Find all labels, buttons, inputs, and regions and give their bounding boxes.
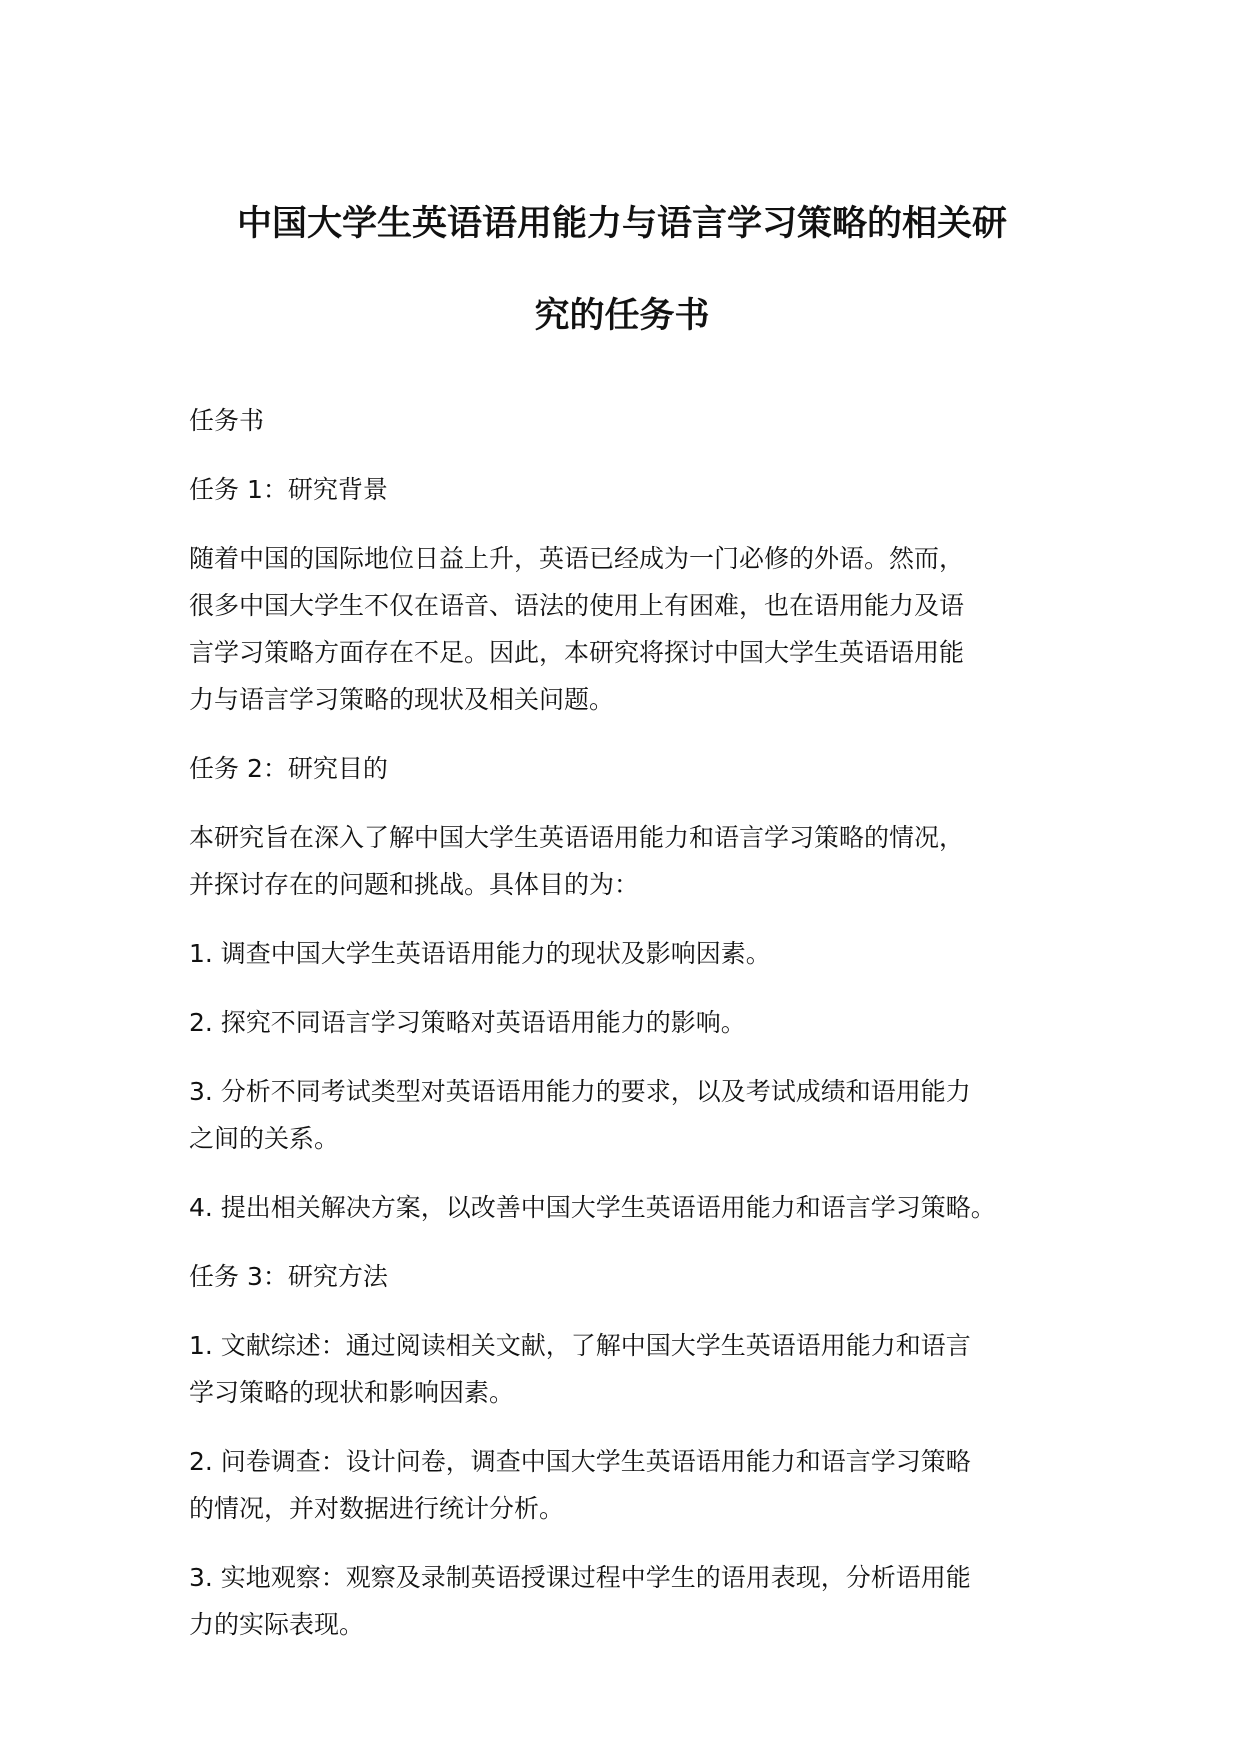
- text-line: 言学习策略方面存在不足。因此，本研究将探讨中国大学生英语语用能: [189, 638, 965, 667]
- text-line: 力与语言学习策略的现状及相关问题。: [189, 685, 615, 714]
- list-item: [189, 1438, 1055, 1532]
- document-body: [189, 397, 1055, 1648]
- text-line: 力的实际表现。: [189, 1610, 365, 1639]
- text-line: 并探讨存在的问题和挑战。具体目的为：: [189, 870, 640, 899]
- list-item: [189, 999, 1055, 1046]
- list-item: [189, 930, 1055, 977]
- text-line: 1. 文献综述：通过阅读相关文献，了解中国大学生英语语用能力和语言: [189, 1331, 971, 1360]
- document-title: [189, 0, 1055, 362]
- section-heading: 任务 2：研究目的: [189, 754, 388, 783]
- list-item: [189, 1184, 1055, 1231]
- text-line: 3. 实地观察：观察及录制英语授课过程中学生的语用表现，分析语用能: [189, 1563, 971, 1592]
- paragraph: [189, 535, 1055, 723]
- text-line: 3. 分析不同考试类型对英语语用能力的要求，以及考试成绩和语用能力: [189, 1077, 971, 1106]
- text-line: 2. 探究不同语言学习策略对英语语用能力的影响。: [189, 1008, 746, 1037]
- section-heading: 任务 3：研究方法: [189, 1262, 388, 1291]
- text-line: 1. 调查中国大学生英语语用能力的现状及影响因素。: [189, 939, 771, 968]
- list-item: [189, 1068, 1055, 1162]
- title-line: 中国大学生英语语用能力与语言学习策略的相关研: [236, 204, 1007, 244]
- list-item: [189, 1554, 1055, 1648]
- text-line: 本研究旨在深入了解中国大学生英语语用能力和语言学习策略的情况，: [189, 823, 965, 852]
- text-line: 2. 问卷调查：设计问卷，调查中国大学生英语语用能力和语言学习策略: [189, 1447, 971, 1476]
- text-line: 的情况，并对数据进行统计分析。: [189, 1494, 565, 1523]
- text-line: 学习策略的现状和影响因素。: [189, 1378, 515, 1407]
- text-line: 很多中国大学生不仅在语音、语法的使用上有困难，也在语用能力及语: [189, 591, 965, 620]
- section-heading: 任务 1：研究背景: [189, 475, 388, 504]
- paragraph: [189, 814, 1055, 908]
- text-line: 之间的关系。: [189, 1124, 340, 1153]
- document-label: 任务书: [189, 406, 265, 435]
- list-item: [189, 1322, 1055, 1416]
- text-line: 随着中国的国际地位日益上升，英语已经成为一门必修的外语。然而，: [189, 544, 965, 573]
- title-line: 究的任务书: [534, 296, 710, 336]
- text-line: 4. 提出相关解决方案，以改善中国大学生英语语用能力和语言学习策略。: [189, 1193, 996, 1222]
